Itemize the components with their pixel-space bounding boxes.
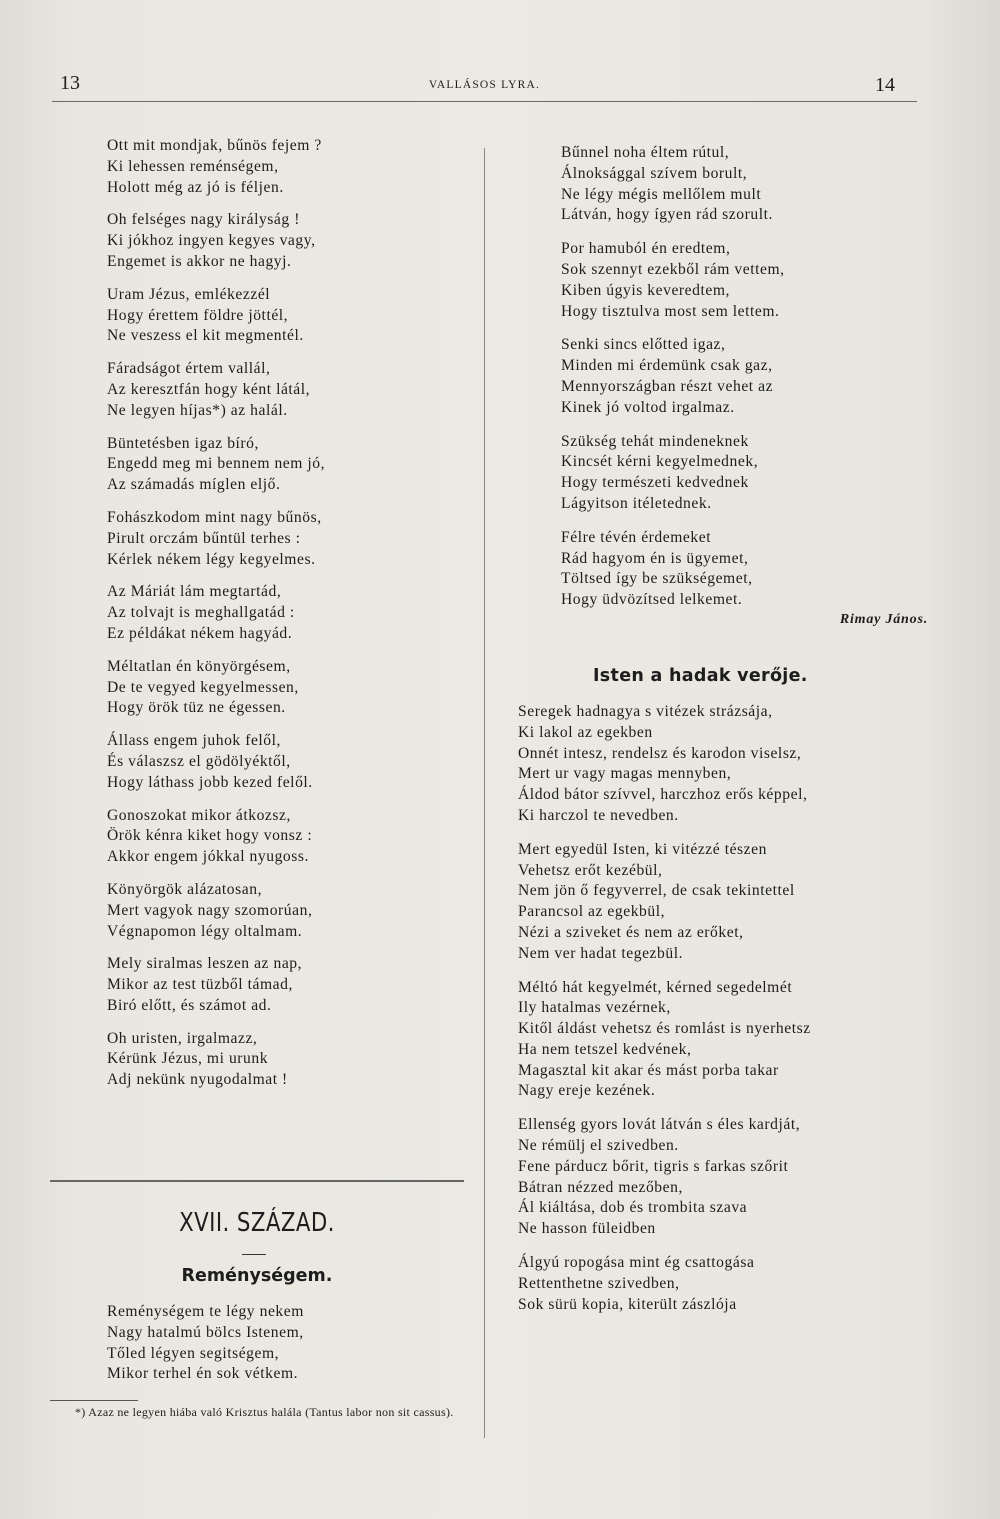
verse-line: Méltatlan én könyörgésem, — [107, 657, 291, 675]
verse-line: Az tolvajt is meghallgatád : — [107, 604, 295, 622]
left-column — [107, 136, 477, 1103]
verse-line: Hogy tisztulva most sem lettem. — [561, 302, 780, 320]
verse-line: Szükség tehát mindeneknek — [561, 432, 749, 450]
verse-line: Fohászkodom mint nagy bűnös, — [107, 508, 322, 526]
stanza — [518, 335, 928, 418]
stanza — [518, 239, 928, 322]
stanza — [518, 978, 928, 1103]
stanza — [107, 880, 477, 942]
page-header — [52, 70, 917, 100]
verse-line: Álnoksággal szívem borult, — [561, 164, 748, 182]
verse-line: Parancsol az egekbül, — [518, 903, 666, 921]
verse-line: Félre tévén érdemeket — [561, 528, 712, 546]
verse-line: Ha nem tetszel kedvének, — [518, 1040, 692, 1058]
verse-line: Mert ur vagy magas mennyben, — [518, 765, 732, 783]
verse-line: Büntetésben igaz bíró, — [107, 434, 259, 452]
verse-line: Lágyitson itéletednek. — [561, 494, 712, 512]
verse-line: Végnapomon légy oltalmam. — [107, 922, 303, 940]
verse-line: Ez példákat nékem hagyád. — [107, 624, 293, 642]
verse-line: Fáradságot értem vallál, — [107, 360, 271, 378]
verse-line: Mert egyedül Isten, ki vitézzé tészen — [518, 840, 767, 858]
verse-line: Senki sincs előtted igaz, — [561, 336, 726, 354]
right-column — [518, 143, 928, 1328]
verse-line: Ellenség gyors lovát látván s éles kardját, — [518, 1116, 801, 1134]
verse-line: Hogy üdvözítsed lelkemet. — [561, 591, 743, 609]
stanza — [107, 136, 477, 198]
poem-title: Reménységem. — [181, 1266, 333, 1286]
verse-line: Kitől áldást vehetsz és romlást is nyerhetsz — [518, 1020, 811, 1038]
verse-line: Mikor terhel én sok vétkem. — [107, 1365, 299, 1383]
verse-line: Nagy hatalmú bölcs Istenem, — [107, 1323, 304, 1341]
stanza — [518, 432, 928, 515]
verse-line: Engemet is akkor ne hagyj. — [107, 252, 292, 270]
stanza — [107, 285, 477, 347]
verse-line: Méltó hát kegyelmét, kérned segedelmét — [518, 978, 793, 996]
verse-line: Oh felséges nagy királyság ! — [107, 211, 300, 229]
verse-line: Mennyországban részt vehet az — [561, 377, 774, 395]
footnote-rule — [50, 1400, 138, 1401]
verse-line: Holott még az jó is féljen. — [107, 178, 284, 196]
verse-line: Oh uristen, irgalmazz, — [107, 1029, 258, 1047]
verse-line: Sok szennyt ezekből rám vettem, — [561, 260, 785, 278]
stanza — [107, 210, 477, 272]
verse-line: Az számadás míglen eljő. — [107, 476, 281, 494]
verse-line: Pirult orczám bűntül terhes : — [107, 529, 301, 547]
verse-line: Uram Jézus, emlékezzél — [107, 285, 271, 303]
stanza — [107, 1029, 477, 1091]
verse-line: Hogy örök tüz ne égessen. — [107, 699, 286, 717]
column-divider — [484, 148, 485, 1438]
verse-line: Látván, hogy ígyen rád szorult. — [561, 206, 773, 224]
verse-line: Engedd meg mi bennem nem jó, — [107, 455, 326, 473]
poem-stanza — [107, 1302, 477, 1385]
verse-line: Vehetsz erőt kezébül, — [518, 861, 663, 879]
verse-line: Az Máriát lám megtartád, — [107, 583, 282, 601]
verse-line: Akkor engem jókkal nyugoss. — [107, 848, 309, 866]
stanza — [107, 806, 477, 868]
section-separator — [50, 1180, 464, 1182]
title-dash — [242, 1254, 266, 1255]
page-number-left: 13 — [60, 72, 80, 94]
verse-line: Bátran nézzed mezőben, — [518, 1178, 683, 1196]
header-rule — [52, 101, 917, 102]
verse-line: Kincsét kérni kegyelmednek, — [561, 453, 759, 471]
footnote: *) Azaz ne legyen hiába való Krisztus halála (Tantus labor non sit cassus). — [75, 1405, 454, 1419]
verse-line: Ne legyen híjas*) az halál. — [107, 401, 288, 419]
stanza — [107, 582, 477, 644]
verse-line: Mely siralmas leszen az nap, — [107, 955, 303, 973]
verse-line: Nem ver hadat tegezbül. — [518, 944, 684, 962]
page-number-right: 14 — [875, 74, 895, 96]
verse-line: Rád hagyom én is ügyemet, — [561, 549, 749, 567]
verse-line: Hogy láthass jobb kezed felől. — [107, 773, 313, 791]
verse-line: Állass engem juhok felől, — [107, 732, 281, 750]
stanza — [518, 840, 928, 965]
verse-line: Onnét intesz, rendelsz és karodon viselsz, — [518, 744, 802, 762]
stanza — [107, 954, 477, 1016]
stanza — [518, 1115, 928, 1240]
stanza — [518, 1253, 928, 1315]
stanza — [518, 702, 928, 827]
verse-line: Gonoszokat mikor átkozsz, — [107, 806, 291, 824]
running-title: VALLÁSOS LYRA. — [428, 79, 541, 91]
stanza — [518, 143, 928, 226]
verse-line: Hogy érettem földre jöttél, — [107, 306, 289, 324]
verse-line: Tőled légyen segitségem, — [107, 1344, 280, 1362]
verse-line: És válaszsz el gödölyéktől, — [107, 752, 291, 770]
verse-line: Seregek hadnagya s vitézek strázsája, — [518, 702, 773, 720]
stanza — [107, 434, 477, 496]
verse-line: Ne rémülj el szivedben. — [518, 1137, 679, 1155]
verse-line: Ki lehessen reménségem, — [107, 157, 279, 175]
verse-line: Töltsed így be szükségemet, — [561, 570, 753, 588]
verse-line: Kérünk Jézus, mi urunk — [107, 1050, 269, 1068]
verse-line: Könyörgök alázatosan, — [107, 880, 263, 898]
stanza — [107, 731, 477, 793]
verse-line: Mert vagyok nagy szomorúan, — [107, 901, 313, 919]
verse-line: Ne hasson füleidben — [518, 1220, 656, 1238]
verse-line: Minden mi érdemünk csak gaz, — [561, 357, 773, 375]
verse-line: Fene párducz bőrit, tigris s farkas szőrit — [518, 1157, 789, 1175]
verse-line: Reménységem te légy nekem — [107, 1303, 304, 1320]
verse-line: Áldod bátor szívvel, harczhoz erős képpel, — [518, 786, 808, 804]
stanza — [107, 359, 477, 421]
verse-line: Kérlek nékem légy kegyelmes. — [107, 550, 316, 568]
verse-line: Mikor az test tüzből támad, — [107, 976, 293, 994]
verse-line: Nem jön ő fegyverrel, de csak tekintettel — [518, 882, 795, 900]
verse-line: Hogy természeti kedvednek — [561, 474, 749, 492]
verse-line: Ál kiáltása, dob és trombita szava — [518, 1199, 748, 1217]
verse-line: Ott mit mondjak, bűnös fejem ? — [107, 137, 322, 154]
verse-line: Bűnnel noha éltem rútul, — [561, 144, 730, 161]
verse-line: De te vegyed kegyelmessen, — [107, 678, 299, 696]
poem-author: Rimay János. — [839, 611, 928, 627]
verse-line: Por hamuból én eredtem, — [561, 240, 731, 258]
verse-line: Ki lakol az egekben — [518, 723, 653, 741]
verse-line: Magasztal kit akar és mást porba takar — [518, 1061, 779, 1079]
verse-line: Ne légy mégis mellőlem mult — [561, 185, 762, 203]
verse-line: Kinek jó voltod irgalmaz. — [561, 398, 735, 416]
verse-line: Rettenthetne szivedben, — [518, 1274, 680, 1292]
century-heading: XVII. SZÁZAD. — [179, 1208, 335, 1238]
verse-line: Az keresztfán hogy ként látál, — [107, 380, 311, 398]
verse-line: Nézi a sziveket és nem az erőket, — [518, 923, 744, 941]
verse-line: Örök kénra kiket hogy vonsz : — [107, 827, 313, 845]
verse-line: Ki harczol te nevedben. — [518, 806, 679, 824]
verse-line: Ily hatalmas vezérnek, — [518, 999, 671, 1017]
verse-line: Adj nekünk nyugodalmat ! — [107, 1071, 288, 1089]
poem-title: Isten a hadak verője. — [593, 665, 808, 686]
stanza — [107, 657, 477, 719]
verse-line: Sok sürü kopia, kiterült zászlója — [518, 1295, 737, 1313]
verse-line: Álgyú ropogása mint ég csattogása — [518, 1254, 755, 1272]
verse-line: Biró előtt, és számot ad. — [107, 996, 272, 1014]
stanza — [107, 508, 477, 570]
verse-line: Kiben úgyis keveredtem, — [561, 281, 730, 299]
verse-line: Ki jókhoz ingyen kegyes vagy, — [107, 232, 316, 250]
verse-line: Nagy ereje kezének. — [518, 1082, 656, 1100]
verse-line: Ne veszess el kit megmentél. — [107, 327, 304, 345]
stanza — [518, 528, 928, 611]
